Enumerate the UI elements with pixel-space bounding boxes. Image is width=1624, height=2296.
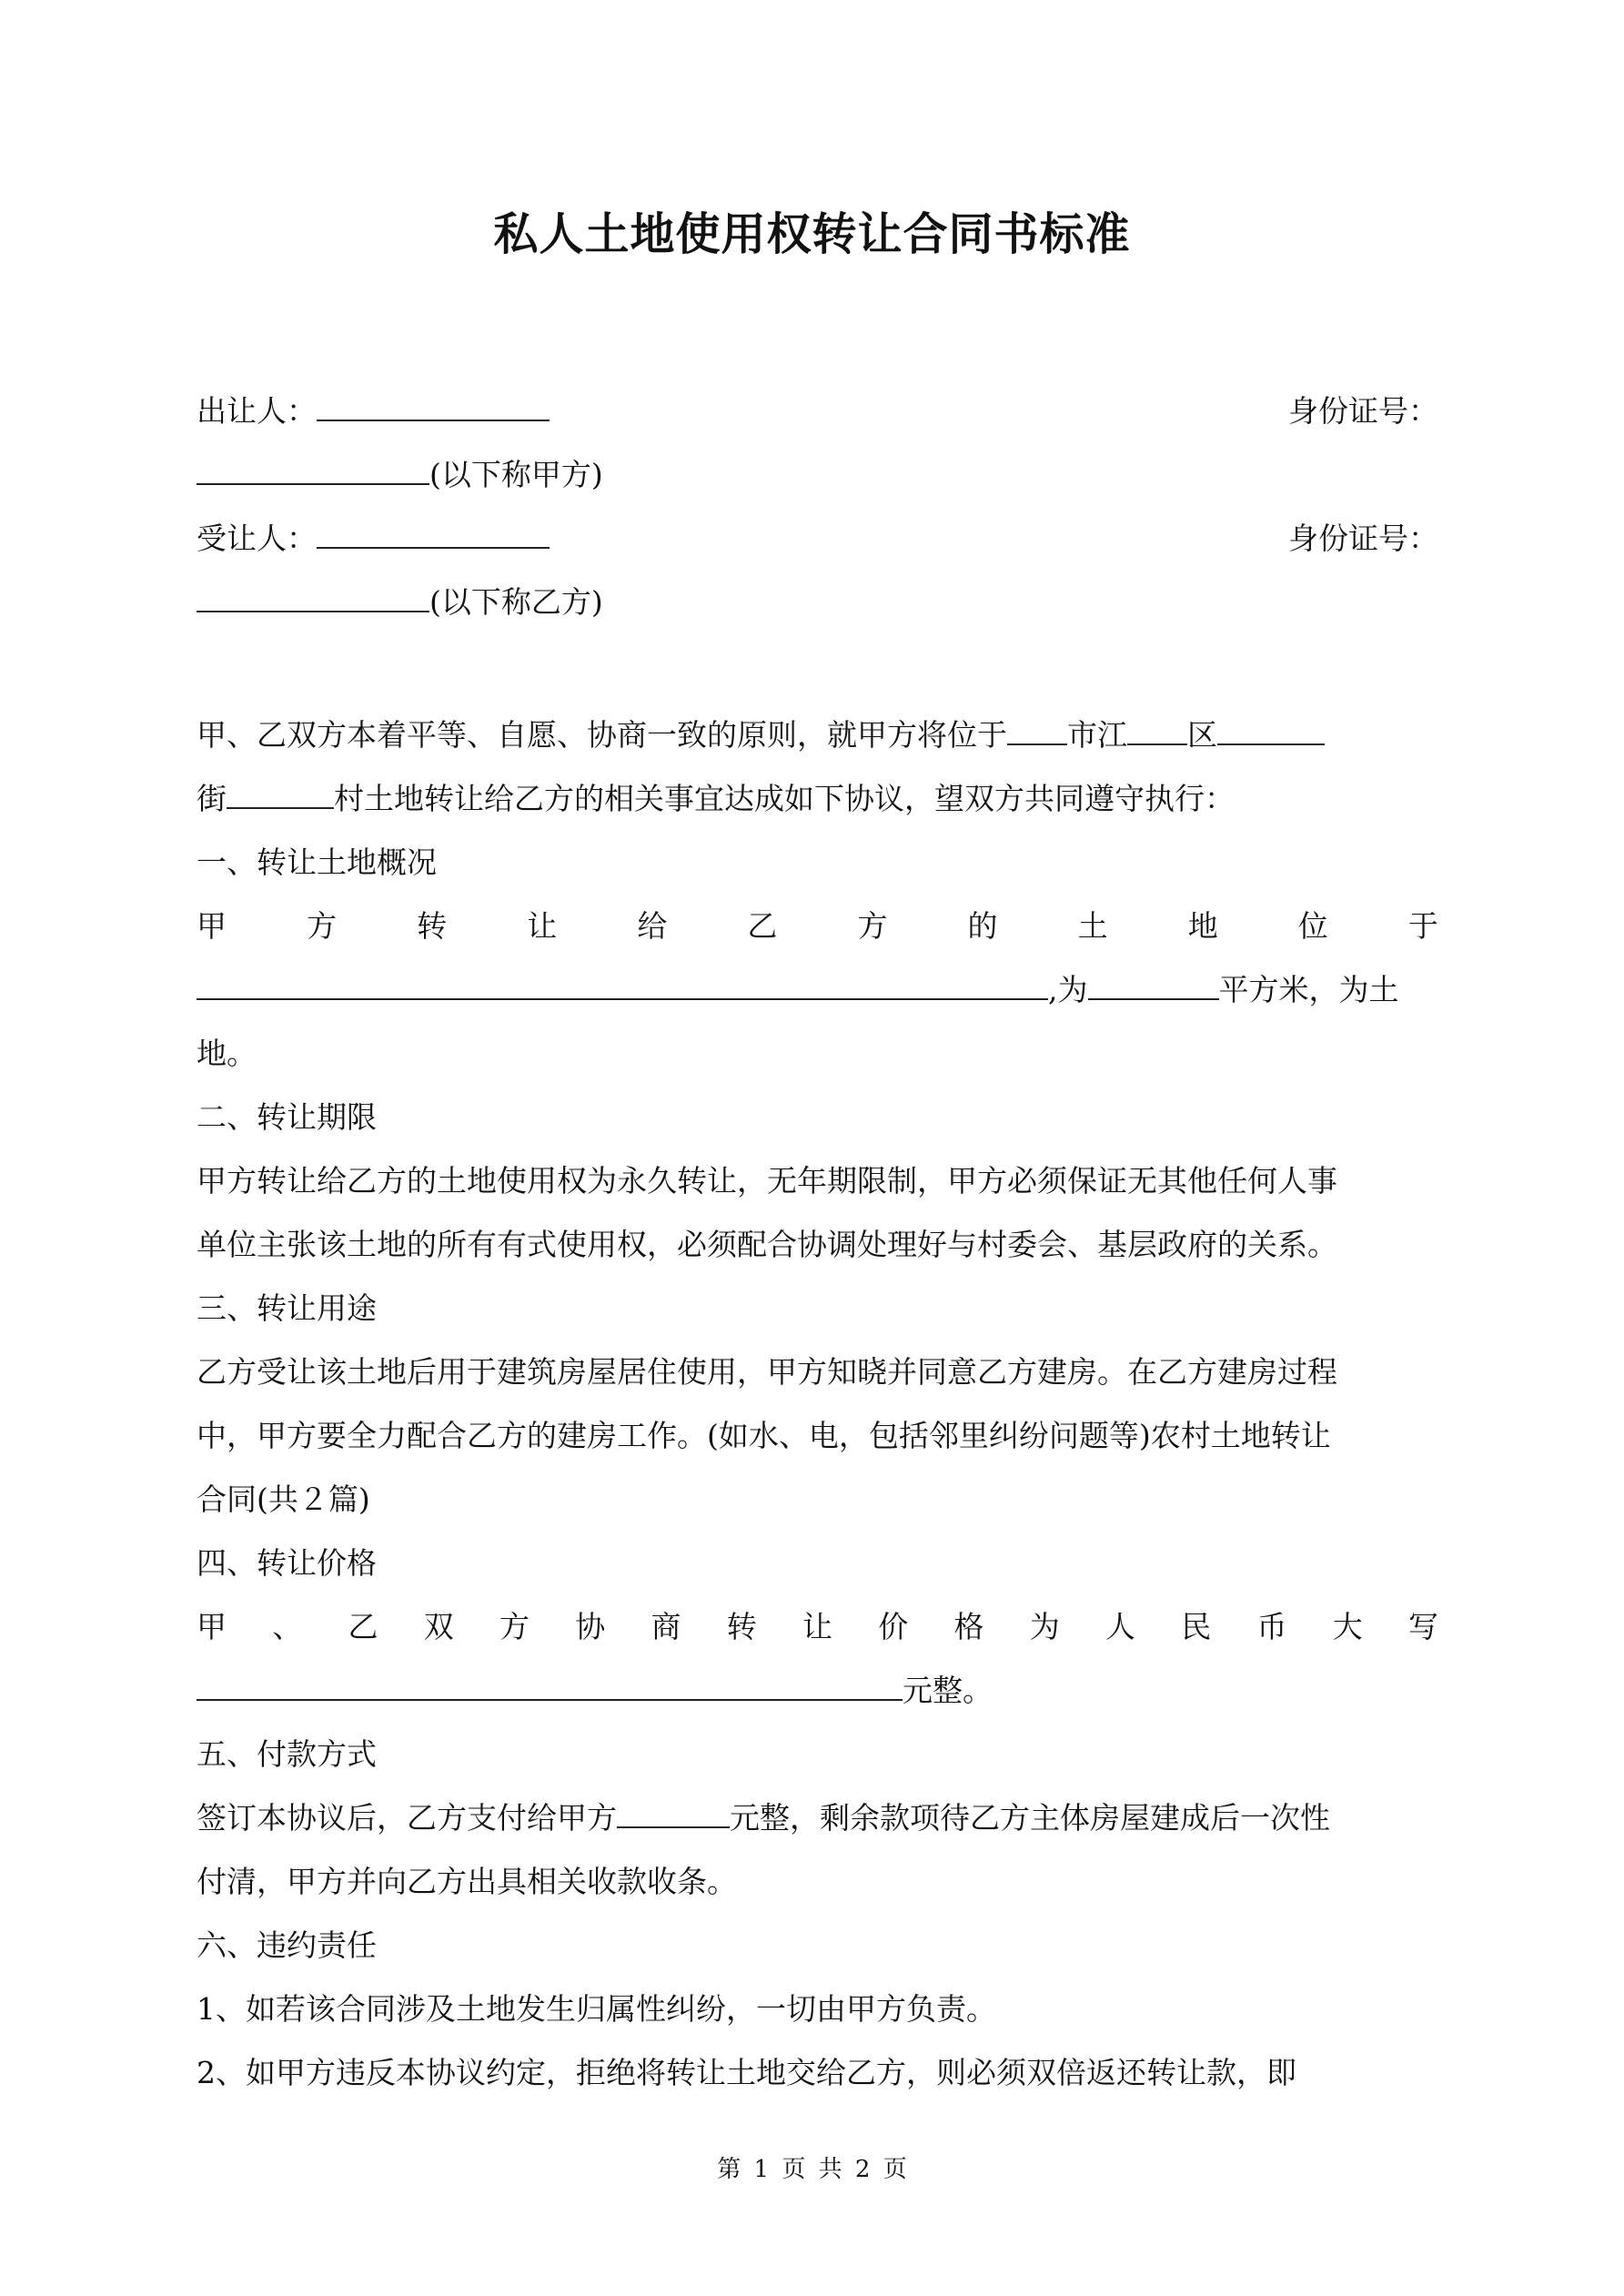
seller-name-blank <box>317 392 550 421</box>
section-5-line-2: 付清，甲方并向乙方出具相关收款收条。 <box>197 1864 737 1899</box>
section-3-heading: 三、转让用途 <box>197 1290 377 1326</box>
location-blank <box>197 971 1048 1000</box>
village-blank <box>227 780 334 809</box>
city-blank <box>1007 716 1067 745</box>
street-blank <box>1217 716 1325 745</box>
seller-id-blank <box>197 456 429 485</box>
section-5-heading: 五、付款方式 <box>197 1736 377 1772</box>
party-b-line: (以下称乙方) <box>197 581 1438 624</box>
section-6-line-1: 1、如若该合同涉及土地发生归属性纠纷，一切由甲方负责。 <box>197 1991 996 2027</box>
district-blank <box>1127 716 1187 745</box>
section-3-line-2: 中，甲方要全力配合乙方的建房工作。(如水、电，包括邻里纠纷问题等)农村土地转让 <box>197 1418 1331 1453</box>
section-4-line-2: 元整。 <box>197 1669 1438 1713</box>
section-1-line-2: ,为 平方米，为土 <box>197 968 1438 1012</box>
deposit-blank <box>617 1799 730 1828</box>
buyer-line: 受让人： <box>197 517 550 561</box>
section-1-spread-line: 甲 方 转 让 给 乙 方 的 土 地 位 于 <box>197 908 1438 944</box>
section-1-heading: 一、转让土地概况 <box>197 845 437 880</box>
section-4-heading: 四、转让价格 <box>197 1545 377 1581</box>
section-2-line-2: 单位主张该土地的所有有式使用权，必须配合协调处理好与村委会、基层政府的关系。 <box>197 1227 1337 1262</box>
section-5-line-1: 签订本协议后，乙方支付给甲方 元整，剩余款项待乙方主体房屋建成后一次性 <box>197 1800 1330 1836</box>
section-2-line-1: 甲方转让给乙方的土地使用权为永久转让，无年期限制，甲方必须保证无其他任何人事 <box>197 1163 1337 1199</box>
page-footer: 第 1 页 共 2 页 <box>717 2156 907 2183</box>
section-3-line-3: 合同(共２篇) <box>197 1482 370 1517</box>
section-2-heading: 二、转让期限 <box>197 1099 377 1135</box>
section-6-heading: 六、违约责任 <box>197 1927 377 1963</box>
section-4-spread-line: 甲 、 乙 双 方 协 商 转 让 价 格 为 人 民 币 大 写 <box>197 1609 1438 1644</box>
intro-line-2: 街 村土地转让给乙方的相关事宜达成如下协议，望双方共同遵守执行： <box>197 781 1235 816</box>
party-a-line: (以下称甲方) <box>197 453 1438 497</box>
area-blank <box>1088 971 1219 1000</box>
price-blank <box>197 1672 903 1701</box>
section-3-line-1: 乙方受让该土地后用于建筑房屋居住使用，甲方知晓并同意乙方建房。在乙方建房过程 <box>197 1354 1337 1390</box>
seller-id-label: 身份证号： <box>1288 393 1438 429</box>
buyer-name-blank <box>317 520 550 549</box>
buyer-row <box>197 517 1438 561</box>
seller-row <box>197 389 1438 433</box>
section-6-line-2: 2、如甲方违反本协议约定，拒绝将转让土地交给乙方，则必须双倍返还转让款，即 <box>197 2055 1296 2090</box>
section-1-line-3: 地。 <box>197 1036 257 1071</box>
intro-line-1: 甲、乙双方本着平等、自愿、协商一致的原则，就甲方将位于 市江 区 <box>197 713 1438 757</box>
page-title: 私人土地使用权转让合同书标准 <box>493 207 1131 260</box>
buyer-id-blank <box>197 583 429 612</box>
buyer-id-label: 身份证号： <box>1288 521 1438 556</box>
seller-line: 出让人： <box>197 389 550 433</box>
